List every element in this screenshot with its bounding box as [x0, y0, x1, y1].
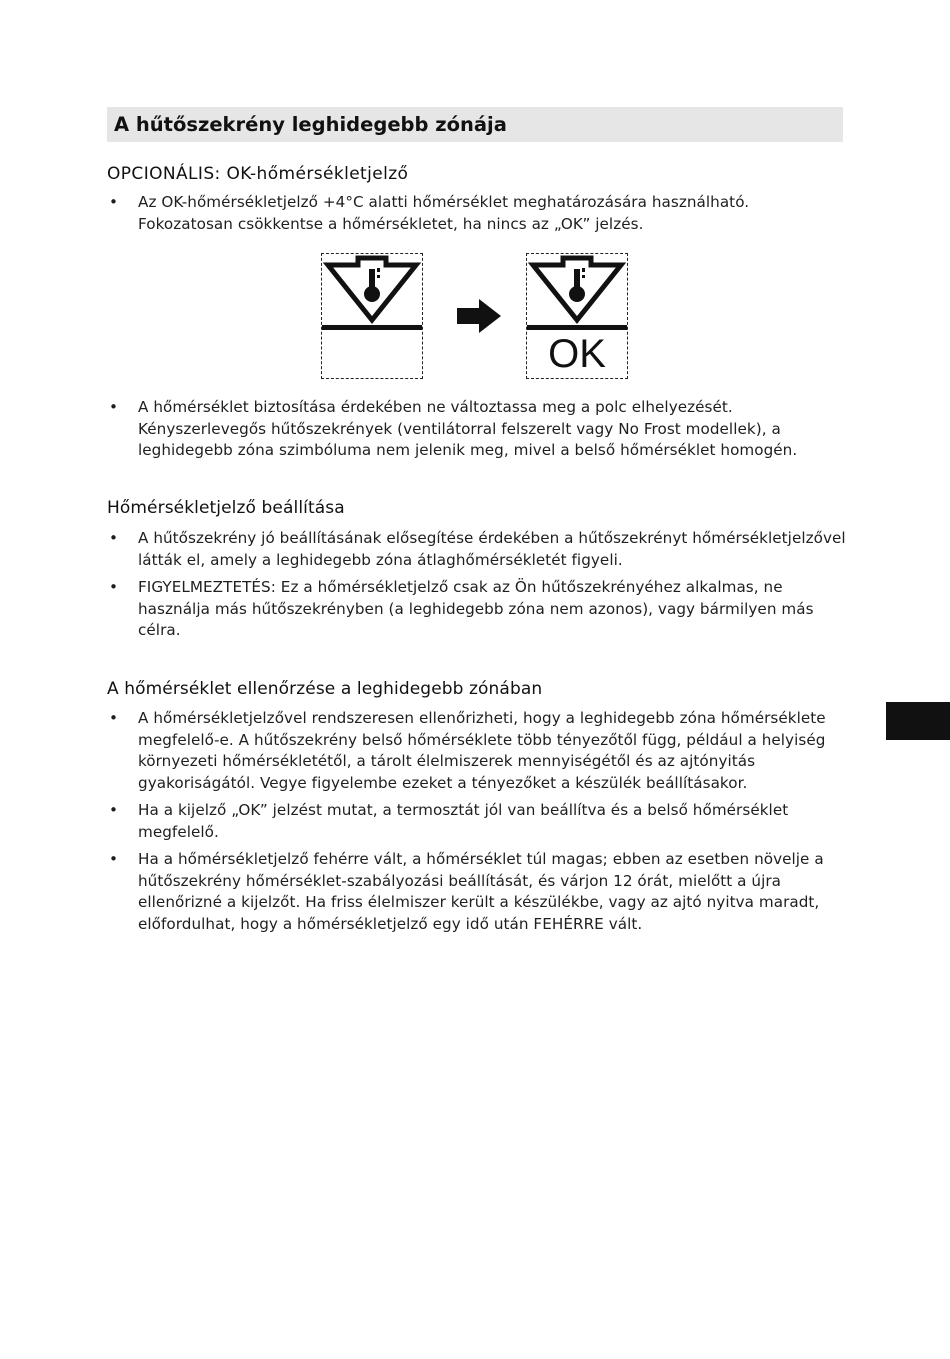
chapter-tab-marker	[886, 702, 950, 740]
bullet-icon: •	[109, 578, 119, 596]
bullet-icon: •	[109, 709, 119, 727]
section-heading-setting: Hőmérsékletjelző beállítása	[107, 498, 345, 518]
list-item: • A hőmérsékletjelzővel rendszeresen ellenőrizheti, hogy a leghidegebb zóna hőmérséklete megfelelő-e. A hűtőszekrény belső hőmérséklete több tényezőtől függ, például a helyiség környezeti hőmérsékletétől, a tárolt élelmiszerek mennyiségétől és az ajtónyitás gyakoriságától. Vegye figyelembe ezeket a tényezőket a készülék beállításakor.	[109, 709, 826, 792]
list-item: • FIGYELMEZTETÉS: Ez a hőmérsékletjelző csak az Ön hűtőszekrényéhez alkalmas, ne használja más hűtőszekrényben (a leghidegebb zóna nem azonos), vagy bármilyen más célra.	[109, 578, 814, 639]
list-item: • Ha a kijelző „OK” jelzést mutat, a termosztát jól van beállítva és a belső hőmérséklet megfelelő.	[109, 801, 789, 841]
ok-label: OK	[548, 332, 606, 376]
bullet-icon: •	[109, 850, 119, 868]
bullet-icon: •	[109, 398, 119, 416]
bullet-icon: •	[109, 193, 119, 211]
bullet-icon: •	[109, 529, 119, 547]
optional-bullets-bottom	[107, 397, 847, 468]
list-item: • A hűtőszekrény jó beállításának elősegítése érdekében a hűtőszekrényt hőmérsékletjelzővel látták el, amely a leghidegebb zóna átlaghőmérsékletét figyeli.	[109, 529, 846, 569]
thermometer-zone-ok-icon	[526, 253, 628, 379]
ok-indicator-figure	[321, 253, 629, 381]
thermometer-zone-icon	[321, 253, 423, 379]
check-bullets	[107, 708, 847, 941]
arrow-right-icon	[457, 299, 501, 333]
list-item: • Ha a hőmérsékletjelző fehérre vált, a hőmérséklet túl magas; ebben az esetben növelje a hűtőszekrény hőmérséklet-szabályozási beállítását, és várjon 12 órát, mielőtt a újra ellenőrizné a kijelzőt. Ha friss élelmiszer került a készülékbe, vagy az ajtó nyitva maradt, előfordulhat, hogy a hőmérsékletjelző egy idő után FEHÉRRE vált.	[109, 850, 824, 933]
section-heading-optional: OPCIONÁLIS: OK-hőmérsékletjelző	[107, 164, 409, 184]
list-item: • Az OK-hőmérsékletjelző +4°C alatti hőmérséklet meghatározására használható. Fokozatosan csökkentse a hőmérsékletet, ha nincs az „OK” jelzés.	[109, 193, 750, 233]
setting-bullets	[107, 528, 847, 648]
section-heading-check: A hőmérséklet ellenőrzése a leghidegebb zónában	[107, 679, 543, 699]
optional-bullets-top	[107, 192, 847, 241]
page-title: A hűtőszekrény leghidegebb zónája	[107, 107, 843, 142]
list-item: • A hőmérséklet biztosítása érdekében ne változtassa meg a polc elhelyezését. Kényszerlevegős hűtőszekrények (ventilátorral felszerelt vagy No Frost modellek), a leghidegebb zóna szimbóluma nem jelenik meg, mivel a belső hőmérséklet homogén.	[109, 398, 798, 459]
bullet-icon: •	[109, 801, 119, 819]
